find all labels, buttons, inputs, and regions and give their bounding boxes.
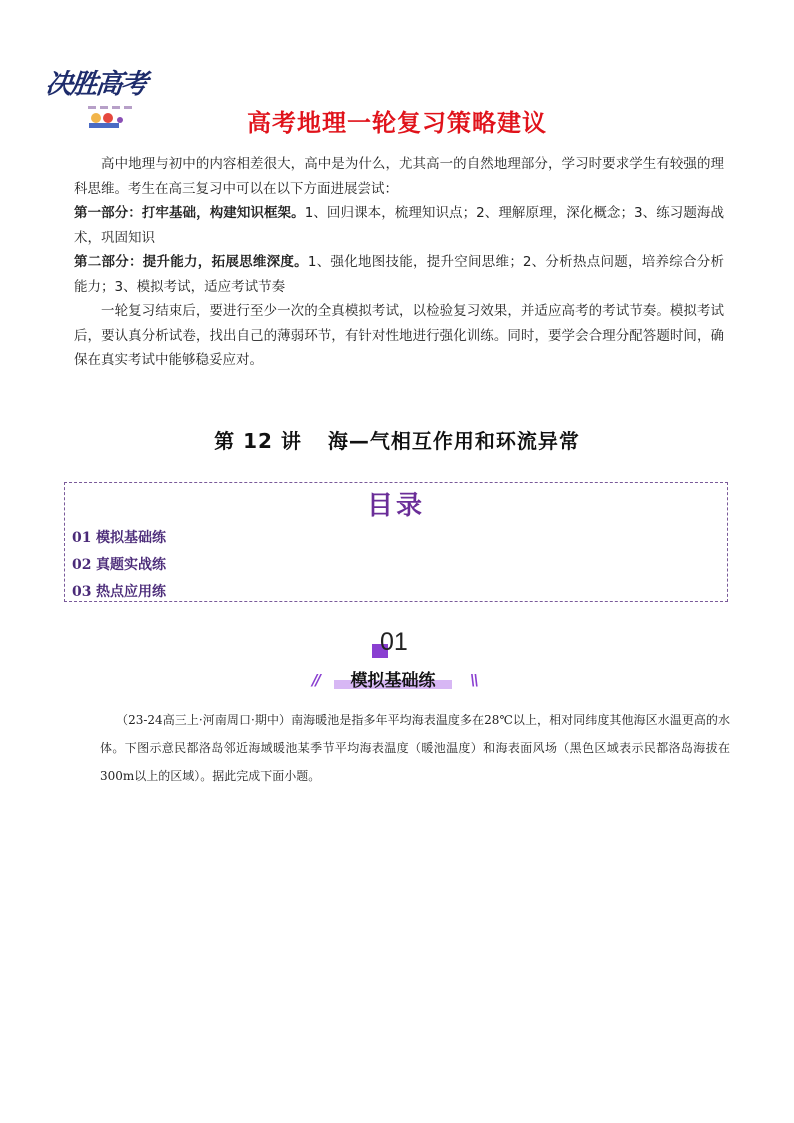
toc-item-label: 模拟基础练 xyxy=(96,530,166,546)
review-paragraph xyxy=(74,299,724,373)
toc-item-real-exam[interactable] xyxy=(72,554,166,574)
review-text: 一轮复习结束后，要进行至少一次的全真模拟考试，以检验复习效果，并适应高考的考试节奏。模拟考试后，要认真分析试卷，找出自己的薄弱环节，有针对性地进行强化训练。同时，要学会合理分配答题时间，确保在真实考试中能够稳妥应对。 xyxy=(74,303,724,368)
slash-decoration-right: \\ xyxy=(470,671,477,689)
logo-text: 决胜高考 xyxy=(44,69,148,100)
table-of-contents xyxy=(64,482,728,602)
toc-item-number: 01 xyxy=(72,530,92,546)
section-number: 01 xyxy=(380,628,408,656)
toc-item-simulation[interactable] xyxy=(72,527,166,547)
section-title: 模拟基础练 xyxy=(350,671,436,691)
part2-label: 第二部分：提升能力，拓展思维深度。 xyxy=(74,254,308,270)
lecture-title xyxy=(0,425,794,454)
intro-paragraph xyxy=(74,152,724,201)
part2-paragraph xyxy=(74,250,724,299)
part2-text: 1、强化地图技能，提升空间思维；2、分析热点问题，培养综合分析能力；3、模拟考试，适应考试节奏 xyxy=(74,254,724,295)
lecture-name: 海—气相互作用和环流异常 xyxy=(327,429,580,453)
lecture-number: 第 12 讲 xyxy=(214,429,302,453)
toc-item-number: 02 xyxy=(72,557,92,573)
question-source: （23-24高三上·河南周口·期中） xyxy=(116,713,292,727)
toc-item-number: 03 xyxy=(72,584,92,600)
intro-text: 高中地理与初中的内容相差很大，高中是为什么，尤其高一的自然地理部分，学习时要求学生有较强的理科思维。考生在高三复习中可以在以下方面进展尝试： xyxy=(74,156,724,197)
section-banner xyxy=(312,666,477,692)
question-text: 南海暖池是指多年平均海表温度多在28℃以上，相对同纬度其他海区水温更高的水体。下图示意民都洛岛邻近海域暖池某季节平均海表温度（暖池温度）和海表面风场（黑色区域表示民都洛岛海拔在300m以上的区域）。据此完成下面小题。 xyxy=(100,713,730,783)
toc-item-label: 热点应用练 xyxy=(96,584,166,600)
part1-paragraph xyxy=(74,201,724,250)
main-title: 高考地理一轮复习策略建议 xyxy=(247,109,547,137)
part1-text: 1、回归课本，梳理知识点；2、理解原理，深化概念；3、练习题海战术，巩固知识 xyxy=(74,205,724,246)
slash-decoration-left: // xyxy=(312,671,319,689)
toc-heading: 目录 xyxy=(366,491,425,521)
question-stem xyxy=(100,706,730,790)
toc-item-hotspot[interactable] xyxy=(72,581,166,601)
part1-label: 第一部分：打牢基础，构建知识框架。 xyxy=(74,205,305,221)
toc-item-label: 真题实战练 xyxy=(96,557,166,573)
